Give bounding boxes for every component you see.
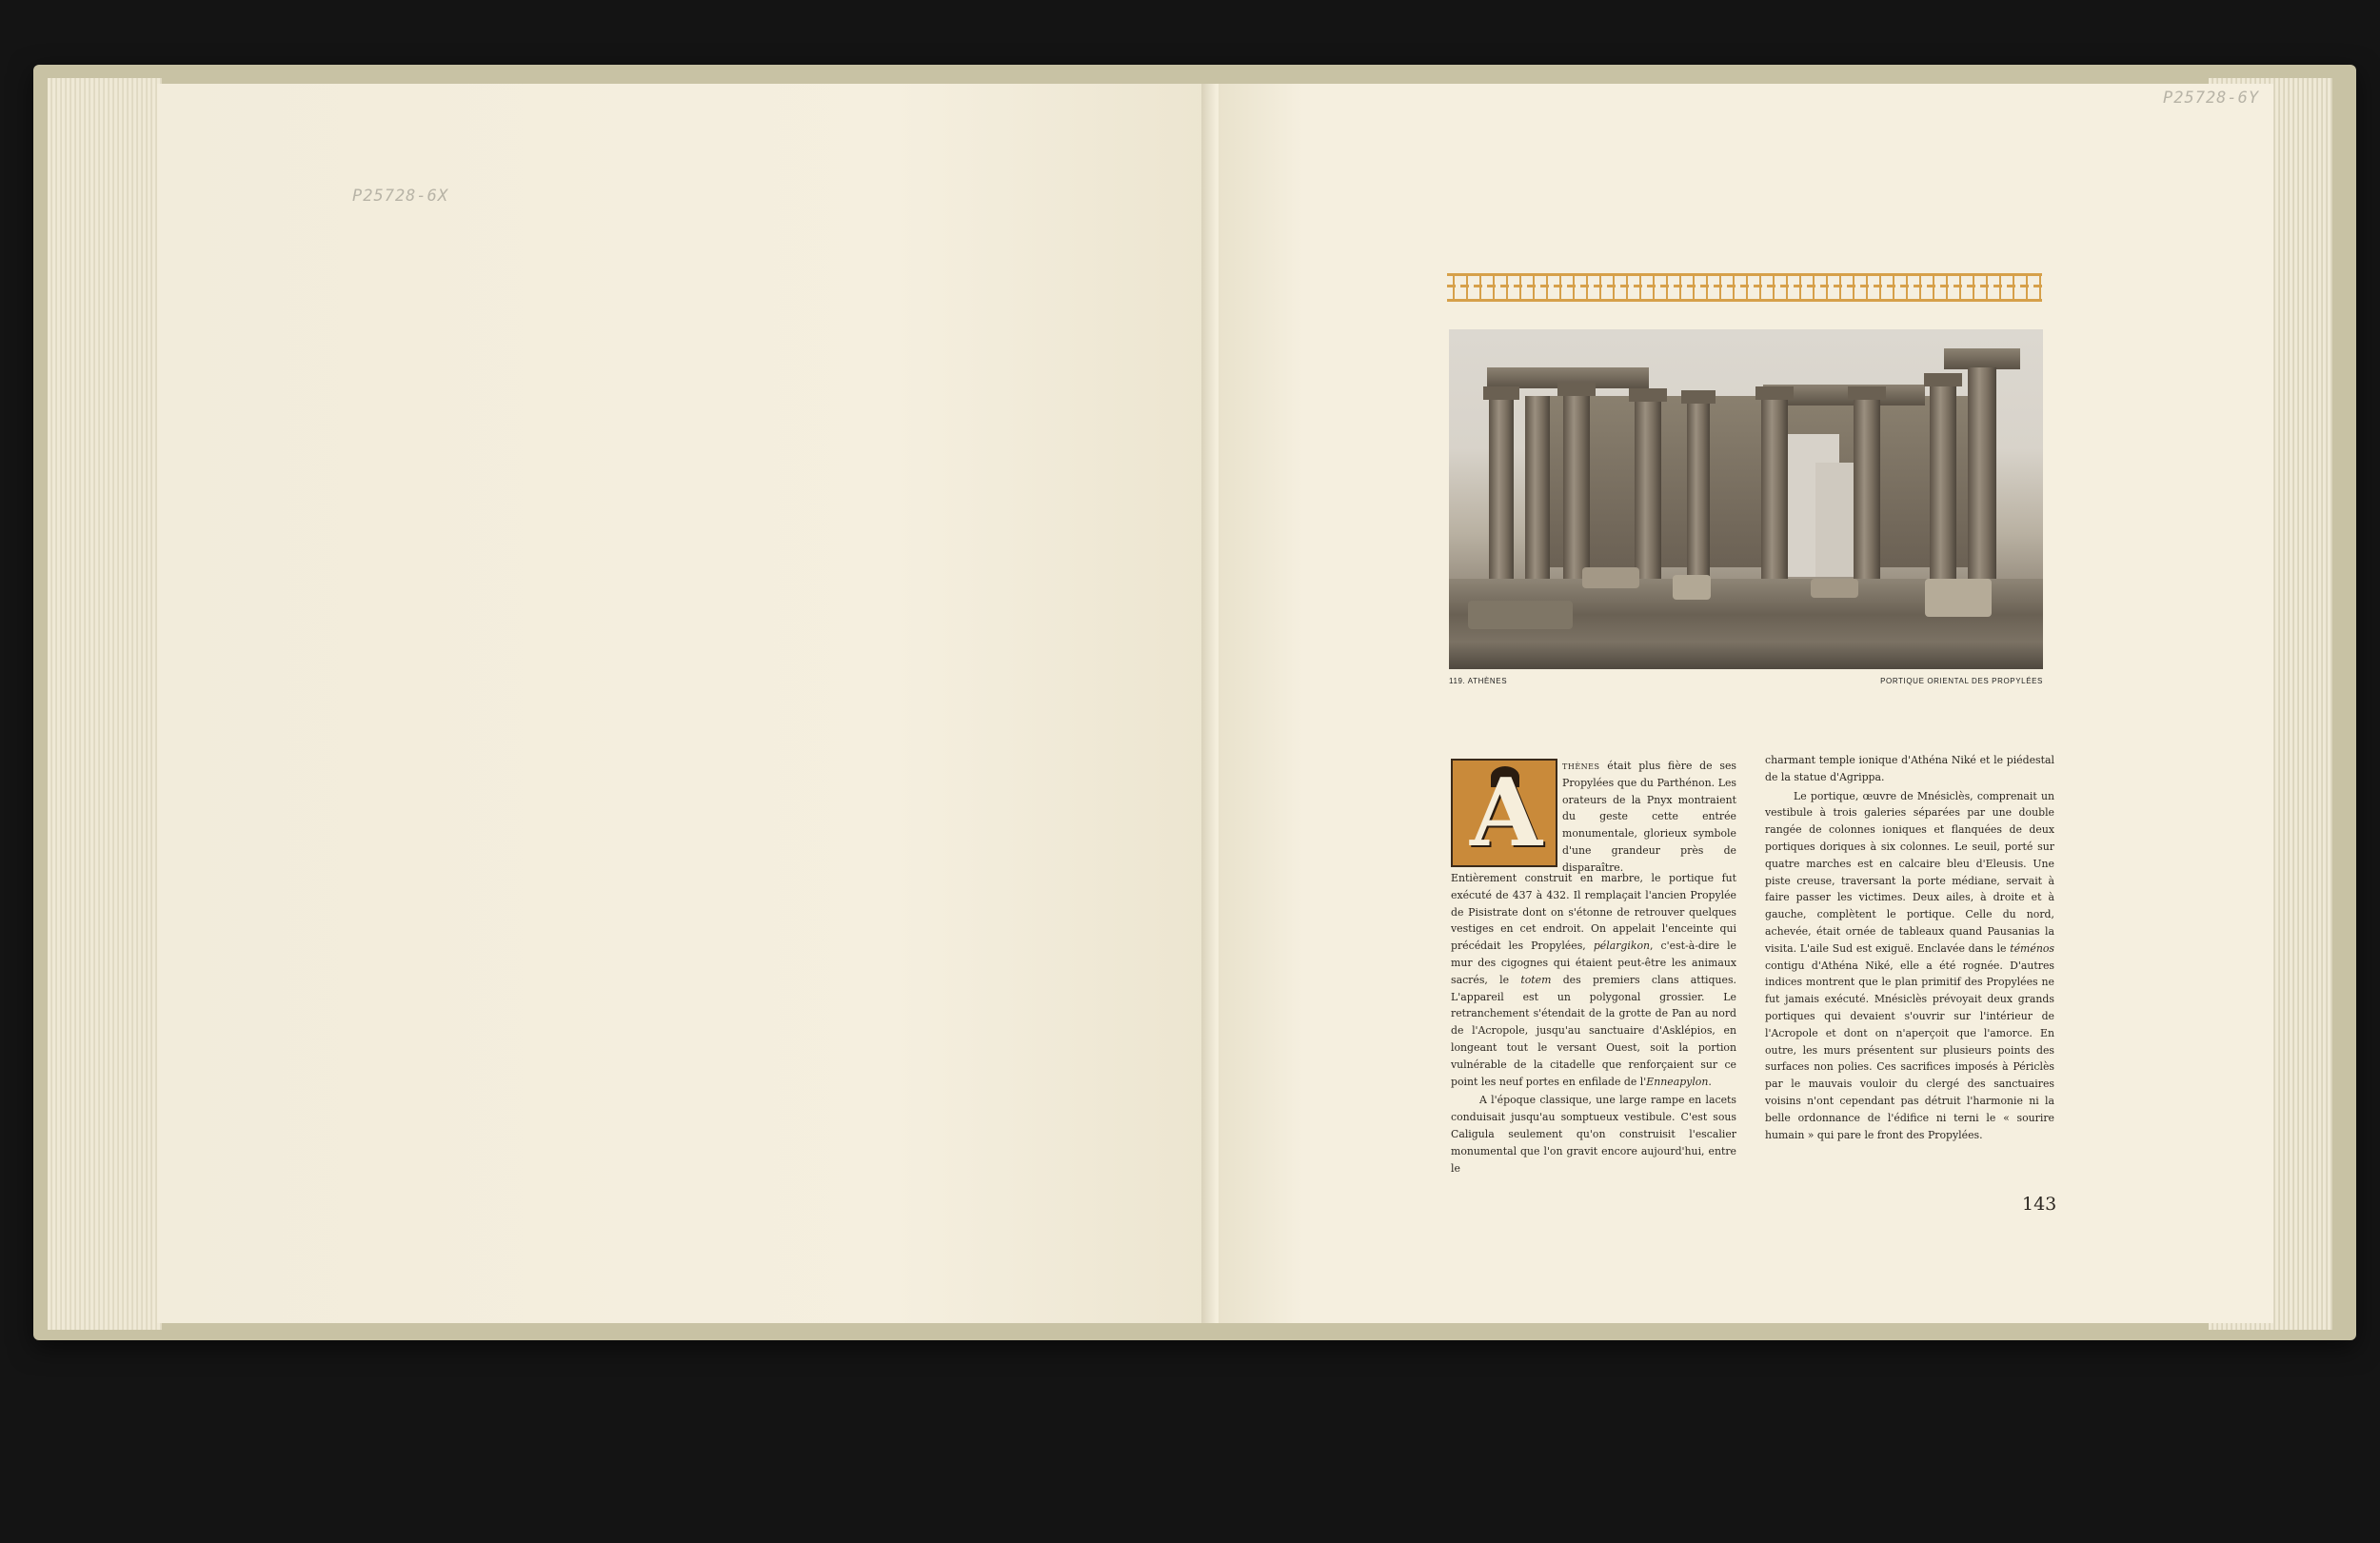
page-number: 143	[2022, 1194, 2057, 1215]
italic-term: téménos	[2010, 941, 2054, 955]
opening-sentence: était plus fière de ses Propylées que du Parthénon. Les orateurs de la Pnyx montraient du geste cette entrée monumentale, glorieux symbole d'une grandeur près de disparaître.	[1562, 760, 1736, 874]
paragraph-text: Le portique, œuvre de Mnésiclès, comprenait un vestibule à trois galeries séparées par une double rangée de colonnes ioniques et flanquées de deux portiques doriques à six colonnes. Le seuil, porté sur quatre marches est en calcaire bleu d'Eleusis. Une piste creuse, traversant la porte médiane, servait à faire passer les victimes. Deux ailes, à droite et à gauche, complètent le portique. Celle du nord, achevée, était ornée de tableaux quand Pausanias la visita. L'aile Sud est exiguë. Enclavée dans le	[1765, 789, 2054, 955]
paragraph-text: contigu d'Athéna Niké, elle a été rognée. D'autres indices montrent que le plan primitif des Propylées ne fut jamais exécuté. Mnésiclès prévoyait deux grands portiques qui devaient s'ouvrir sur l'intérieur de l'Acropole et dont on n'aperçoit que l'amorce. En outre, les murs présentent sur plusieurs points des surfaces non polies. Ces sacrifices imposés à Périclès par le mauvais vouloir du clergé des sanctuaires voisins n'ont cependant pas détruit l'harmonie ni la belle ordonnance de l'édifice ni terni le « sourire humain » qui pare le front des Propylées.	[1765, 959, 2054, 1141]
pencil-annotation-right: P25728-6Y	[2163, 89, 2260, 108]
right-page	[1219, 84, 2273, 1323]
paragraph-text: , c'est-à-dire le mur des cigognes qui étaient peut-être les animaux sacrés, le	[1451, 940, 1736, 986]
greek-key-ornament	[1447, 273, 2042, 302]
paragraph: charmant temple ionique d'Athéna Niké et le piédestal de la statue d'Agrippa.	[1765, 754, 2054, 783]
pencil-annotation-left: P25728-6X	[352, 187, 449, 206]
italic-term: totem	[1520, 973, 1552, 986]
drop-cap-letter: A	[1469, 759, 1543, 868]
italic-term: pélargikon	[1593, 940, 1651, 953]
lead-word: thènes	[1562, 760, 1600, 772]
paragraph-text: Entièrement construit en marbre, le portique fut exécuté de 437 à 432. Il remplaçait l'ancien Propylée de Pisistrate dont on s'étonne de retrouver quelques vestiges en cet endroit. On appelait l'enceinte qui précédait les Propylées,	[1451, 872, 1736, 953]
text-column-2	[1765, 752, 2054, 1145]
propylaea-photograph	[1449, 329, 2043, 669]
page-edges-left	[48, 78, 162, 1330]
plate-caption	[1449, 677, 2043, 690]
left-page	[157, 84, 1212, 1323]
drop-cap-ornament	[1451, 759, 1557, 867]
paragraph-text: des premiers clans attiques. L'appareil est un polygonal grossier. Le retranchement s'étendait de la grotte de Pan au nord de l'Acropole, jusqu'au sanctuaire d'Asklépios, en longeant tout le versant Ouest, soit la portion vulnérable de la citadelle que renforçaient sur ce point les neuf portes en enfilade de l'	[1451, 973, 1737, 1088]
text-column-1	[1451, 870, 1736, 1178]
paragraph: A l'époque classique, une large rampe en lacets conduisait jusqu'au somptueux vestibule. C'est sous Caligula seulement qu'on construisit l'escalier monumental que l'on gravit encore aujourd'hui, entre le	[1451, 1094, 1736, 1175]
plate-title: PORTIQUE ORIENTAL DES PROPYLÉES	[1880, 677, 2043, 685]
paragraph-text: .	[1708, 1075, 1712, 1088]
italic-term: Enneapylon	[1646, 1075, 1709, 1088]
plate-number: 119. ATHÈNES	[1449, 677, 1508, 685]
text-column-1-top	[1562, 758, 1736, 879]
